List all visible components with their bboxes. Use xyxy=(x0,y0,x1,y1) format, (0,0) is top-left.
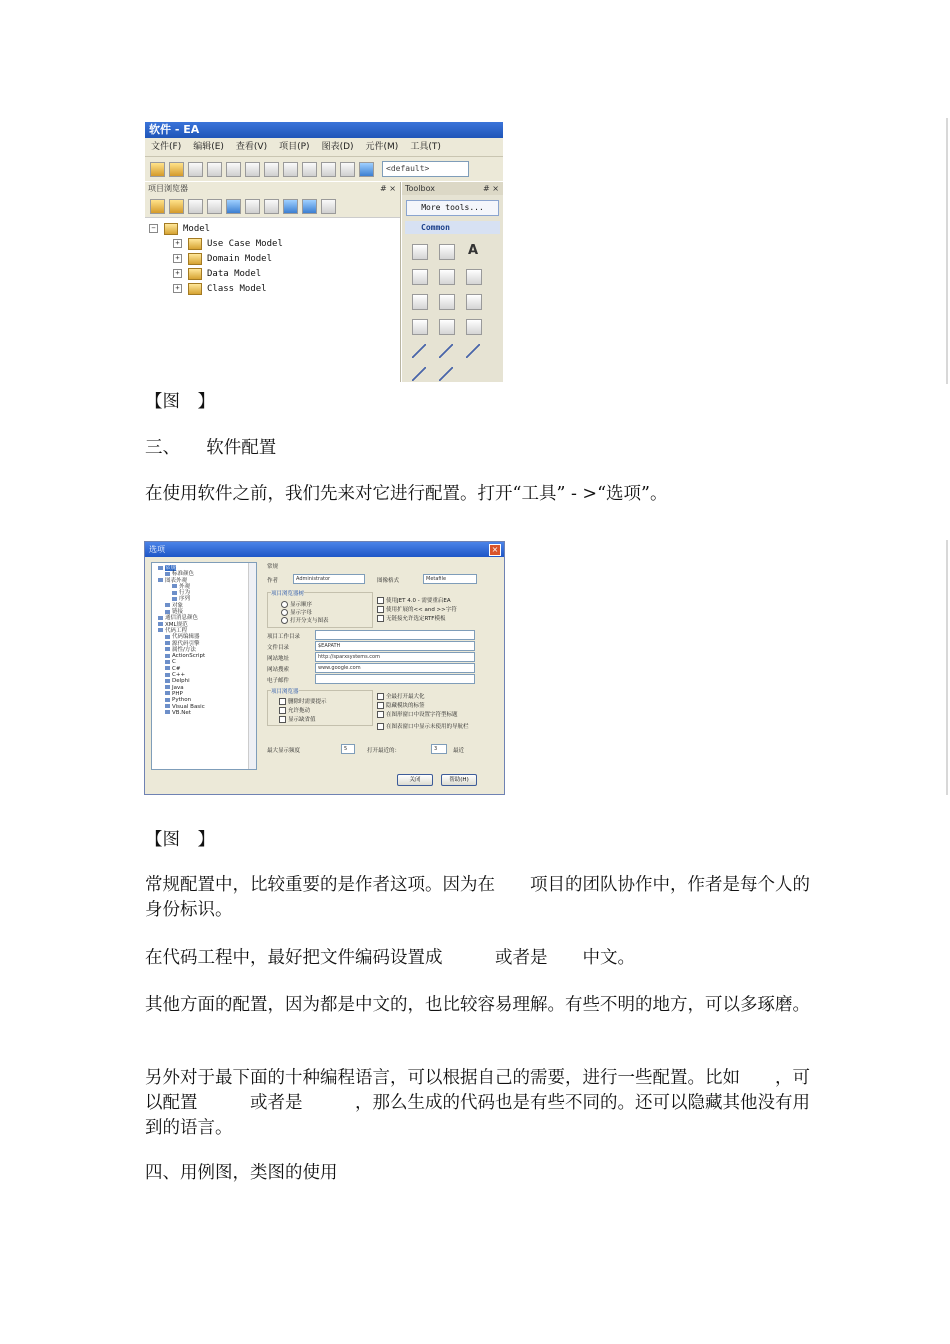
nav-item-icon xyxy=(165,666,170,670)
nav-item-icon xyxy=(165,679,170,683)
connector-icon[interactable] xyxy=(439,367,453,381)
checkbox-icon[interactable] xyxy=(377,597,384,604)
email-field[interactable] xyxy=(315,674,475,684)
nav-item-label: C++ xyxy=(172,672,186,679)
connector-icon[interactable] xyxy=(439,344,453,358)
checkbox-option[interactable] xyxy=(377,692,425,700)
checkbox-icon[interactable] xyxy=(377,615,384,622)
checkbox-option[interactable] xyxy=(377,722,469,730)
radio-label: 打开分支与图表 xyxy=(290,618,329,624)
nav-item-icon xyxy=(158,566,163,570)
nav-item-label: 外观 xyxy=(179,583,191,590)
checkbox-label: 显示缺省值 xyxy=(288,717,316,723)
nav-item-label: 行为 xyxy=(179,590,191,597)
nav-item-label: C# xyxy=(172,665,181,672)
paragraph-other-config: 其他方面的配置，因为都是中文的，也比较容易理解。有些不明的地方，可以多琢磨。 xyxy=(145,995,810,1015)
radio-icon[interactable] xyxy=(281,601,288,608)
nav-item-label: 链接 xyxy=(172,609,184,616)
document-icon[interactable] xyxy=(439,294,455,310)
menu-diagram[interactable]: 图表(D) xyxy=(321,142,354,152)
package-icon xyxy=(188,283,202,295)
checkbox-option[interactable] xyxy=(377,701,425,709)
nav-item-icon xyxy=(158,622,163,626)
ea-main-window-screenshot xyxy=(145,122,503,382)
recent-unit: 最近 xyxy=(453,748,465,754)
options-content xyxy=(263,562,495,768)
nav-item-icon xyxy=(165,710,170,714)
paragraph-author: 常规配置中，比较重要的是作者这项。因为在 项目的团队协作中，作者是每个人的身份标识。 xyxy=(145,875,810,920)
menu-file[interactable]: 文件(F) xyxy=(151,142,182,152)
cut-icon[interactable] xyxy=(207,162,222,177)
help-button[interactable]: 帮助(H) xyxy=(441,774,477,786)
options-nav-tree xyxy=(151,562,257,770)
checkbox-label: 删除时需要提示 xyxy=(288,699,327,705)
checkbox-label: 隐藏模块的标签 xyxy=(386,703,425,709)
text-icon[interactable]: A xyxy=(467,243,479,258)
note-icon[interactable] xyxy=(412,244,428,260)
nav-item-label: 序列 xyxy=(179,596,191,603)
search-icon[interactable] xyxy=(226,199,241,214)
undo-icon[interactable] xyxy=(245,162,260,177)
close-button[interactable]: 关闭 xyxy=(397,774,433,786)
project-tree xyxy=(145,218,400,296)
section-heading-3: 三、 软件配置 xyxy=(145,438,277,458)
nav-item-icon xyxy=(172,591,177,595)
nav-item-label: Java xyxy=(172,684,184,691)
nav-item-label: Python xyxy=(172,697,192,704)
issue-icon[interactable] xyxy=(439,319,455,335)
nav-item-icon xyxy=(165,635,170,639)
work-dir-field[interactable] xyxy=(315,630,475,640)
toolbox-grid xyxy=(402,234,503,381)
radio-option[interactable] xyxy=(281,616,329,624)
connector-icon[interactable] xyxy=(412,344,426,358)
nav-item-label: Visual Basic xyxy=(172,703,205,710)
list-icon[interactable] xyxy=(412,269,428,285)
radio-option[interactable] xyxy=(281,608,312,616)
nav-item-label: 对象 xyxy=(172,602,184,609)
nav-item-label: 标准颜色 xyxy=(172,571,195,578)
tree-item-label: Data Model xyxy=(207,268,262,279)
new-icon[interactable] xyxy=(150,162,165,177)
checkbox-icon[interactable] xyxy=(377,723,384,730)
nav-item-icon xyxy=(165,691,170,695)
expand-icon[interactable]: + xyxy=(173,269,182,278)
dialog-title xyxy=(145,542,504,557)
print-icon[interactable] xyxy=(321,162,336,177)
page-edge-mark xyxy=(946,118,948,384)
tree-item[interactable] xyxy=(149,251,400,266)
nav-item-label: XML规范 xyxy=(165,621,188,628)
expand-icon[interactable]: + xyxy=(173,254,182,263)
nav-item-icon xyxy=(165,673,170,677)
move-up-icon[interactable] xyxy=(283,199,298,214)
pane-controls[interactable]: # × xyxy=(380,184,396,193)
tree-item-label: Domain Model xyxy=(207,253,273,264)
checkbox-option[interactable] xyxy=(279,715,316,723)
nav-item-label: 常规 xyxy=(165,565,177,571)
field-label: 网站搜索 xyxy=(267,667,290,673)
checkbox-label: 无链接允许选定RTF模板 xyxy=(386,616,446,622)
checkbox-label: 使用扩展的<< and >>字符 xyxy=(386,607,457,613)
constraint-icon[interactable] xyxy=(439,244,455,260)
checkbox-option[interactable] xyxy=(279,697,327,705)
nav-list xyxy=(152,563,256,716)
more-tools-button[interactable]: More tools... xyxy=(406,200,499,216)
checkbox-label: 使用JET 4.0 - 需要重启EA xyxy=(386,598,451,604)
nav-item-icon xyxy=(172,584,177,588)
nav-item-icon xyxy=(165,704,170,708)
tree-item[interactable] xyxy=(149,236,400,251)
diagram-format-label: 图像格式 xyxy=(377,578,400,584)
checkbox-icon[interactable] xyxy=(279,716,286,723)
radio-label: 显示顺序 xyxy=(290,602,313,608)
nav-item-label: 属性/方法 xyxy=(172,646,196,653)
nav-item-label: 通信消息颜色 xyxy=(165,615,199,622)
nav-item-label: VB.Net xyxy=(172,709,191,716)
checkbox-icon[interactable] xyxy=(377,606,384,613)
dialog-title-text: 选项 xyxy=(149,545,165,554)
radio-icon[interactable] xyxy=(281,609,288,616)
main-toolbar xyxy=(145,157,503,181)
nav-item-label: 图表外观 xyxy=(165,577,188,584)
nav-item-label: C xyxy=(172,659,176,666)
nav-item-icon xyxy=(165,660,170,664)
nav-item-icon xyxy=(165,654,170,658)
nav-item-icon xyxy=(165,610,170,614)
project-browser-title: 项目浏览器 xyxy=(148,184,188,193)
checkbox-icon[interactable] xyxy=(377,711,384,718)
paragraph-languages: 另外对于最下面的十种编程语言，可以根据自己的需要，进行一些配置。比如 ，可以配置 或者是 ，那么生成的代码也是有些不同的。还可以隐藏其他没有用到的语言。 xyxy=(145,1068,810,1138)
toolbox-title: Toolbox xyxy=(405,184,435,193)
checkbox-option[interactable] xyxy=(377,605,457,613)
radio-label: 显示字母 xyxy=(290,610,313,616)
package-control-icon[interactable] xyxy=(264,199,279,214)
checkbox-icon[interactable] xyxy=(377,693,384,700)
max-label: 最大显示频度 xyxy=(267,748,301,754)
nav-item-icon xyxy=(158,578,163,582)
package-icon xyxy=(188,268,202,280)
menu-edit[interactable]: 编辑(E) xyxy=(193,142,224,152)
package-icon xyxy=(188,253,202,265)
page-edge-mark xyxy=(946,540,948,795)
nav-item-icon xyxy=(165,603,170,607)
common-section-header[interactable]: Common xyxy=(405,221,500,234)
properties-icon[interactable] xyxy=(245,199,260,214)
max-field[interactable]: 5 xyxy=(341,744,355,754)
collapse-icon[interactable]: − xyxy=(149,224,158,233)
print-preview-icon[interactable] xyxy=(302,162,317,177)
tree-root-label: Model xyxy=(183,223,211,234)
section-heading-4: 四、用例图，类图的使用 xyxy=(145,1163,338,1183)
artifact-icon[interactable] xyxy=(439,269,455,285)
nav-item-label: 源代码引擎 xyxy=(172,640,200,647)
expand-icon[interactable]: + xyxy=(173,284,182,293)
new-element-icon[interactable] xyxy=(207,199,222,214)
author-label: 作者 xyxy=(267,578,279,584)
toolbox-pane xyxy=(402,182,503,382)
model-root-icon xyxy=(164,223,178,235)
connector-icon[interactable] xyxy=(466,344,480,358)
checkbox-option[interactable] xyxy=(377,614,445,622)
nav-item-icon xyxy=(165,572,170,576)
project-browser-toolbar xyxy=(145,195,400,218)
toolbox-header xyxy=(402,182,503,195)
redo-icon[interactable] xyxy=(264,162,279,177)
tree-item[interactable] xyxy=(149,266,400,281)
checkbox-label: 在图表窗口中显示未使用的导航栏 xyxy=(386,724,469,730)
move-down-icon[interactable] xyxy=(302,199,317,214)
figure-caption-1: 【图 】 xyxy=(145,392,215,412)
tree-item-label: Use Case Model xyxy=(207,238,283,249)
diagram-format-select[interactable]: Metafile xyxy=(423,574,477,584)
project-browser-pane xyxy=(145,182,401,382)
menu-project[interactable]: 项目(P) xyxy=(279,142,310,152)
menu-tools[interactable]: 工具(T) xyxy=(410,142,441,152)
field-label: 项目工作目录 xyxy=(267,634,301,640)
checkbox-icon[interactable] xyxy=(279,698,286,705)
figure-caption-2: 【图 】 xyxy=(145,830,215,850)
tree-item[interactable] xyxy=(149,281,400,296)
menu-view[interactable]: 查看(V) xyxy=(235,142,268,152)
help-icon[interactable] xyxy=(321,199,336,214)
field-label: 电子邮件 xyxy=(267,678,290,684)
connector-icon[interactable] xyxy=(412,367,426,381)
nav-item-icon xyxy=(158,628,163,632)
new-view-icon[interactable] xyxy=(169,199,184,214)
field-label: 文件目录 xyxy=(267,645,290,651)
nav-item-icon xyxy=(158,616,163,620)
nav-item-label: Delphi xyxy=(172,678,190,685)
nav-item-label: ActionScript xyxy=(172,653,206,660)
checkbox-option[interactable] xyxy=(377,710,458,718)
checkbox-icon[interactable] xyxy=(377,702,384,709)
document-icon[interactable] xyxy=(412,294,428,310)
remember-group-label: 项目浏览器 xyxy=(271,689,299,695)
website-field[interactable]: http://sparxsystems.com xyxy=(315,652,475,662)
checkbox-label: 允许拖动 xyxy=(288,708,311,714)
workspace-combo[interactable]: <default> xyxy=(382,161,469,177)
package-icon xyxy=(188,238,202,250)
menu-bar xyxy=(145,138,503,157)
search-site-field[interactable]: www.google.com xyxy=(315,663,475,673)
copy-icon[interactable] xyxy=(226,162,241,177)
recent-field[interactable]: 3 xyxy=(431,744,447,754)
nav-item-icon xyxy=(165,685,170,689)
nav-scrollbar[interactable] xyxy=(248,563,256,769)
author-field[interactable]: Administrator xyxy=(293,574,365,584)
recent-label: 打开最近的： xyxy=(367,748,401,754)
menu-element[interactable]: 元件(M) xyxy=(365,142,399,152)
tree-root[interactable] xyxy=(149,221,400,236)
checkbox-icon[interactable] xyxy=(279,707,286,714)
close-icon[interactable]: × xyxy=(489,544,501,556)
nav-item-icon xyxy=(165,698,170,702)
nav-item-icon xyxy=(165,647,170,651)
window-title: 软件 - EA xyxy=(145,122,503,138)
checkbox-label: 全最打开最大化 xyxy=(386,694,425,700)
paragraph-encoding: 在代码工程中，最好把文件编码设置成 或者是 中文。 xyxy=(145,948,635,968)
new-diagram-icon[interactable] xyxy=(188,199,203,214)
open-folder-icon[interactable] xyxy=(169,162,184,177)
tag-icon[interactable] xyxy=(412,319,428,335)
field-label: 网站地址 xyxy=(267,656,290,662)
file-dir-field[interactable]: $EAPATH xyxy=(315,641,475,651)
expand-icon[interactable]: + xyxy=(173,239,182,248)
image-icon[interactable] xyxy=(466,294,482,310)
tree-item-label: Class Model xyxy=(207,283,267,294)
save-icon[interactable] xyxy=(188,162,203,177)
nav-item-label: PHP xyxy=(172,690,183,697)
options-dialog-screenshot xyxy=(144,541,505,795)
section-title: 常规 xyxy=(267,564,279,570)
checkbox-option[interactable] xyxy=(377,596,451,604)
grid-icon[interactable] xyxy=(340,162,355,177)
nav-item-icon xyxy=(165,641,170,645)
radio-option[interactable] xyxy=(281,600,312,608)
project-browser-header xyxy=(145,182,400,195)
zoom-icon[interactable] xyxy=(359,162,374,177)
checkbox-option[interactable] xyxy=(279,706,310,714)
find-icon[interactable] xyxy=(283,162,298,177)
boundary-icon[interactable] xyxy=(466,319,482,335)
tree-group-label: 项目浏览器树 xyxy=(271,591,305,597)
nav-item-label: 代码编辑器 xyxy=(172,634,200,641)
checkbox-label: 在图形窗口中设置字符型标题 xyxy=(386,712,458,718)
pane-controls[interactable]: # × xyxy=(483,184,499,193)
nav-item-label: 代码工程 xyxy=(165,627,188,634)
nav-item-icon xyxy=(172,597,177,601)
paragraph-open-tools: 在使用软件之前，我们先来对它进行配置。打开“工具” - >“选项”。 xyxy=(145,484,668,504)
radio-icon[interactable] xyxy=(281,617,288,624)
globe-icon[interactable] xyxy=(466,269,482,285)
new-package-icon[interactable] xyxy=(150,199,165,214)
nav-item[interactable] xyxy=(158,710,256,716)
